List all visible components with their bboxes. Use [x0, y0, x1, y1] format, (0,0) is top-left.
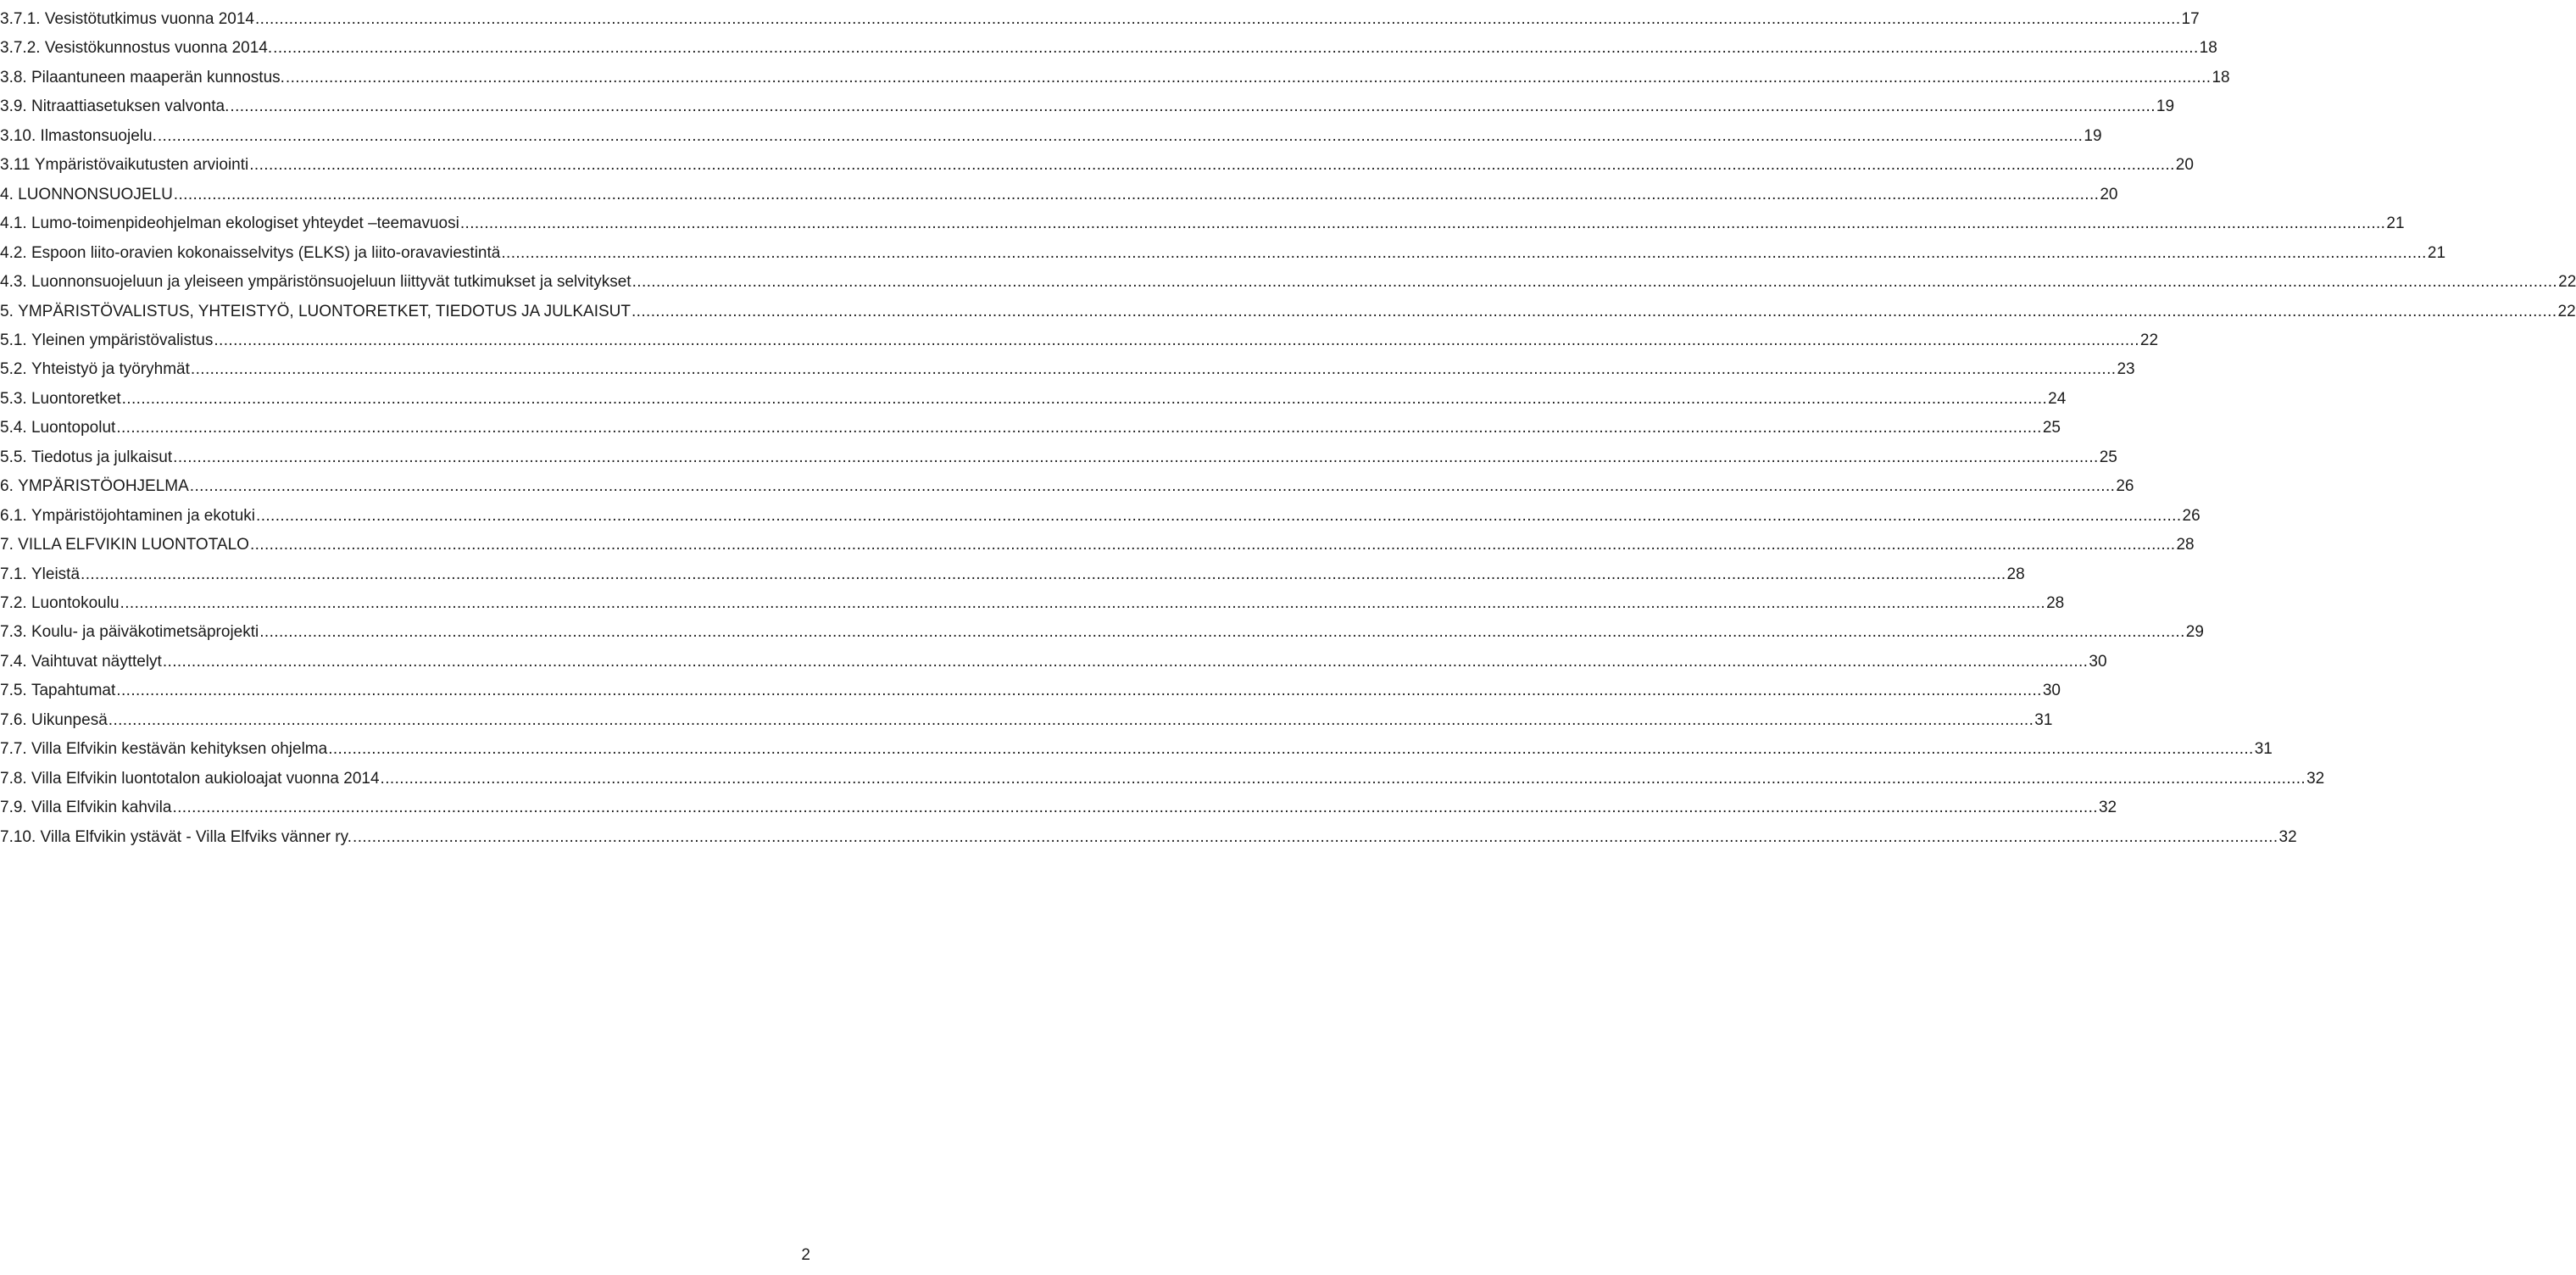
toc-entry-leader: ................................................................................................................................................................................................................................................................................................................................................................................................................ [230, 97, 2156, 116]
toc-entry[interactable] [0, 643, 2107, 671]
toc-entry-title: Espoon liito-oravien kokonaisselvitys (ELKS) ja liito-oravaviestintä [31, 243, 501, 262]
toc-entry-title: VILLA ELFVIKIN LUONTOTALO [18, 536, 249, 554]
toc-entry[interactable] [0, 671, 2061, 700]
toc-entry-page: 17 [2181, 10, 2200, 28]
toc-entry-page: 32 [2306, 769, 2325, 788]
toc-entry-page: 25 [2042, 419, 2061, 437]
toc-entry-title: Lumo-toimenpideohjelman ekologiset yhteydet –teemavuosi [31, 214, 459, 233]
toc-entry-page: 28 [2176, 536, 2195, 554]
toc-entry-leader: ................................................................................................................................................................................................................................................................................................................................................................................................................ [285, 68, 2212, 86]
toc-entry-title: Tiedotus ja julkaisut [31, 448, 173, 466]
toc-entry-title: Villa Elfvikin ystävät - Villa Elfviks vänner ry. [40, 827, 353, 846]
toc-entry[interactable] [0, 788, 2117, 817]
toc-entry-leader: ................................................................................................................................................................................................................................................................................................................................................................................................................ [328, 740, 2254, 759]
toc-entry-page: 30 [2089, 652, 2107, 671]
toc-entry[interactable] [0, 380, 2067, 409]
toc-entry-number: 7.2. [0, 594, 27, 612]
toc-entry-page: 28 [2006, 565, 2025, 583]
toc-entry-title: Koulu- ja päiväkotimetsäprojekti [31, 623, 259, 642]
toc-entry-page: 29 [2185, 623, 2204, 642]
toc-entry[interactable] [0, 29, 2217, 58]
toc-entry-leader: ................................................................................................................................................................................................................................................................................................................................................................................................................ [172, 799, 2098, 817]
toc-entry-page: 21 [2386, 214, 2405, 233]
toc-entry[interactable] [0, 87, 2175, 116]
toc-entry-page: 26 [2182, 506, 2200, 525]
toc-entry[interactable] [0, 117, 2102, 146]
toc-entry-page: 20 [2175, 156, 2194, 175]
toc-entry-leader: ................................................................................................................................................................................................................................................................................................................................................................................................................ [116, 419, 2042, 437]
toc-entry-number: 7.8. [0, 769, 27, 788]
toc-entry-number: 5. [0, 302, 14, 320]
toc-entry-number: 4. [0, 185, 14, 203]
toc-entry-title: Ilmastonsuojelu. [40, 126, 157, 145]
toc-entry[interactable] [0, 584, 2065, 613]
toc-entry-number: 4.1. [0, 214, 27, 233]
toc-entry-title: Villa Elfvikin kestävän kehityksen ohjelma [31, 740, 328, 759]
toc-entry-leader: ................................................................................................................................................................................................................................................................................................................................................................................................................ [353, 827, 2278, 846]
toc-entry-number: 6. [0, 477, 14, 496]
toc-entry-leader: ................................................................................................................................................................................................................................................................................................................................................................................................................ [190, 360, 2117, 379]
toc-entry-leader: ................................................................................................................................................................................................................................................................................................................................................................................................................ [214, 331, 2139, 349]
toc-entry-title: Vaihtuvat näyttelyt [31, 652, 162, 671]
toc-entry-title: Vesistötutkimus vuonna 2014 [44, 10, 254, 28]
toc-entry[interactable] [0, 350, 2135, 379]
toc-entry-page: 24 [2048, 389, 2067, 408]
toc-entry[interactable] [0, 175, 2118, 204]
toc-entry-leader: ................................................................................................................................................................................................................................................................................................................................................................................................................ [157, 126, 2084, 145]
toc-entry-number: 7.9. [0, 799, 27, 817]
toc-entry[interactable] [0, 818, 2297, 847]
toc-entry-page: 18 [2199, 39, 2217, 58]
toc-entry-title: Tapahtumat [31, 682, 116, 700]
toc-entry-leader: ................................................................................................................................................................................................................................................................................................................................................................................................................ [256, 506, 2182, 525]
toc-entry-number: 4.3. [0, 273, 27, 292]
toc-entry-title: Pilaantuneen maaperän kunnostus. [31, 68, 285, 86]
toc-entry-number: 7.1. [0, 565, 27, 583]
toc-entry-number: 3.7.2. [0, 39, 41, 58]
toc-entry-title: Ympäristöjohtaminen ja ekotuki [31, 506, 256, 525]
toc-entry-page: 22 [2139, 331, 2159, 349]
toc-entry[interactable] [0, 730, 2273, 759]
toc-entry[interactable] [0, 438, 2117, 467]
toc-entry-leader: ................................................................................................................................................................................................................................................................................................................................................................................................................ [273, 39, 2199, 58]
toc-entry[interactable] [0, 204, 2405, 233]
toc-entry-number: 3.11 [0, 156, 31, 175]
toc-entry-title: Yleinen ympäristövalistus [31, 331, 214, 349]
toc-entry-page: 28 [2046, 594, 2065, 612]
toc-entry[interactable] [0, 263, 2576, 292]
toc-entry-title: YMPÄRISTÖOHJELMA [18, 477, 189, 496]
toc-entry[interactable] [0, 409, 2061, 437]
toc-entry-leader: ................................................................................................................................................................................................................................................................................................................................................................................................................ [631, 302, 2557, 320]
toc-entry-page: 26 [2116, 477, 2134, 496]
page-number: 2 [801, 1246, 810, 1264]
toc-entry-number: 7.10. [0, 827, 36, 846]
toc-entry-number: 3.8. [0, 68, 27, 86]
toc-entry-leader: ................................................................................................................................................................................................................................................................................................................................................................................................................ [173, 185, 2100, 203]
toc-entry-title: Luontoretket [31, 389, 121, 408]
toc-entry-title: LUONNONSUOJELU [18, 185, 173, 203]
toc-entry-title: Yhteistyö ja työryhmät [31, 360, 190, 379]
toc-entry[interactable] [0, 321, 2159, 350]
toc-entry[interactable] [0, 467, 2134, 496]
toc-entry[interactable] [0, 0, 2200, 29]
toc-entry-page: 20 [2100, 185, 2118, 203]
toc-entry-leader: ................................................................................................................................................................................................................................................................................................................................................................................................................ [259, 623, 2185, 642]
toc-entry-number: 5.3. [0, 389, 27, 408]
toc-entry[interactable] [0, 146, 2194, 175]
toc-entry[interactable] [0, 613, 2204, 642]
toc-entry-page: 30 [2042, 682, 2061, 700]
toc-entry[interactable] [0, 234, 2446, 263]
toc-entry-page: 32 [2278, 827, 2297, 846]
toc-entry-page: 21 [2427, 243, 2446, 262]
toc-entry-title: Uikunpesä [31, 710, 108, 729]
toc-entry-leader: ................................................................................................................................................................................................................................................................................................................................................................................................................ [108, 710, 2034, 729]
toc-entry[interactable] [0, 497, 2200, 526]
toc-entry-title: Luontokoulu [31, 594, 120, 612]
toc-entry[interactable] [0, 555, 2025, 584]
toc-entry-leader: ................................................................................................................................................................................................................................................................................................................................................................................................................ [120, 594, 2046, 612]
toc-entry-leader: ................................................................................................................................................................................................................................................................................................................................................................................................................ [249, 536, 2176, 554]
toc-entry-page: 19 [2084, 126, 2102, 145]
toc-entry-number: 7.4. [0, 652, 27, 671]
toc-entry-number: 3.7.1. [0, 10, 41, 28]
toc-entry-number: 7.6. [0, 710, 27, 729]
toc-entry-number: 6.1. [0, 506, 27, 525]
toc-entry-number: 3.10. [0, 126, 36, 145]
toc-entry-title: Villa Elfvikin luontotalon aukioloajat vuonna 2014 [31, 769, 380, 788]
toc-entry-page: 31 [2034, 710, 2053, 729]
toc-entry-title: Villa Elfvikin kahvila [31, 799, 172, 817]
toc-entry-page: 32 [2098, 799, 2117, 817]
toc-entry-number: 7.3. [0, 623, 27, 642]
toc-entry-number: 5.4. [0, 419, 27, 437]
toc-entry-number: 7.5. [0, 682, 27, 700]
toc-entry[interactable] [0, 760, 2325, 788]
toc-entry-title: Nitraattiasetuksen valvonta. [31, 97, 230, 116]
toc-entry-title: Ympäristövaikutusten arviointi [34, 156, 249, 175]
toc-entry-leader: ................................................................................................................................................................................................................................................................................................................................................................................................................ [631, 273, 2558, 292]
toc-entry-number: 4.2. [0, 243, 27, 262]
toc-entry[interactable] [0, 701, 2053, 730]
toc-entry-number: 7. [0, 536, 14, 554]
toc-entry-number: 5.2. [0, 360, 27, 379]
toc-entry-leader: ................................................................................................................................................................................................................................................................................................................................................................................................................ [173, 448, 2099, 466]
toc-entry-page: 19 [2156, 97, 2175, 116]
toc-entry-leader: ................................................................................................................................................................................................................................................................................................................................................................................................................ [81, 565, 2006, 583]
toc-entry-leader: ................................................................................................................................................................................................................................................................................................................................................................................................................ [501, 243, 2427, 262]
toc-entry-title: Luontopolut [31, 419, 116, 437]
toc-entry-leader: ................................................................................................................................................................................................................................................................................................................................................................................................................ [162, 652, 2089, 671]
toc-entry-leader: ................................................................................................................................................................................................................................................................................................................................................................................................................ [255, 10, 2181, 28]
toc-entry-number: 5.5. [0, 448, 27, 466]
toc-entry-page: 31 [2254, 740, 2273, 759]
toc-entry-leader: ................................................................................................................................................................................................................................................................................................................................................................................................................ [380, 769, 2306, 788]
toc-entry[interactable] [0, 526, 2195, 554]
toc-entry-page: 25 [2099, 448, 2117, 466]
toc-entry-leader: ................................................................................................................................................................................................................................................................................................................................................................................................................ [189, 477, 2116, 496]
toc-entry-number: 3.9. [0, 97, 27, 116]
toc-entry-page: 22 [2558, 273, 2576, 292]
toc-entry-title: YMPÄRISTÖVALISTUS, YHTEISTYÖ, LUONTORETKET, TIEDOTUS JA JULKAISUT [18, 302, 631, 320]
toc-entry-page: 18 [2212, 68, 2230, 86]
toc-entry-leader: ................................................................................................................................................................................................................................................................................................................................................................................................................ [249, 156, 2175, 175]
toc-entry-title: Luonnonsuojeluun ja yleiseen ympäristönsuojeluun liittyvät tutkimukset ja selvitykset [31, 273, 631, 292]
toc-entry-leader: ................................................................................................................................................................................................................................................................................................................................................................................................................ [459, 214, 2386, 233]
toc-entry-number: 7.7. [0, 740, 27, 759]
toc-entry-page: 22 [2557, 302, 2576, 320]
toc-entry[interactable] [0, 58, 2230, 87]
toc-entry-page: 23 [2117, 360, 2135, 379]
toc-entry-number: 5.1. [0, 331, 27, 349]
toc-entry[interactable] [0, 292, 2576, 321]
toc-entry-title: Vesistökunnostus vuonna 2014. [44, 39, 273, 58]
toc-entry-leader: ................................................................................................................................................................................................................................................................................................................................................................................................................ [121, 389, 2048, 408]
toc-entry-title: Yleistä [31, 565, 81, 583]
toc-entry-leader: ................................................................................................................................................................................................................................................................................................................................................................................................................ [116, 682, 2042, 700]
